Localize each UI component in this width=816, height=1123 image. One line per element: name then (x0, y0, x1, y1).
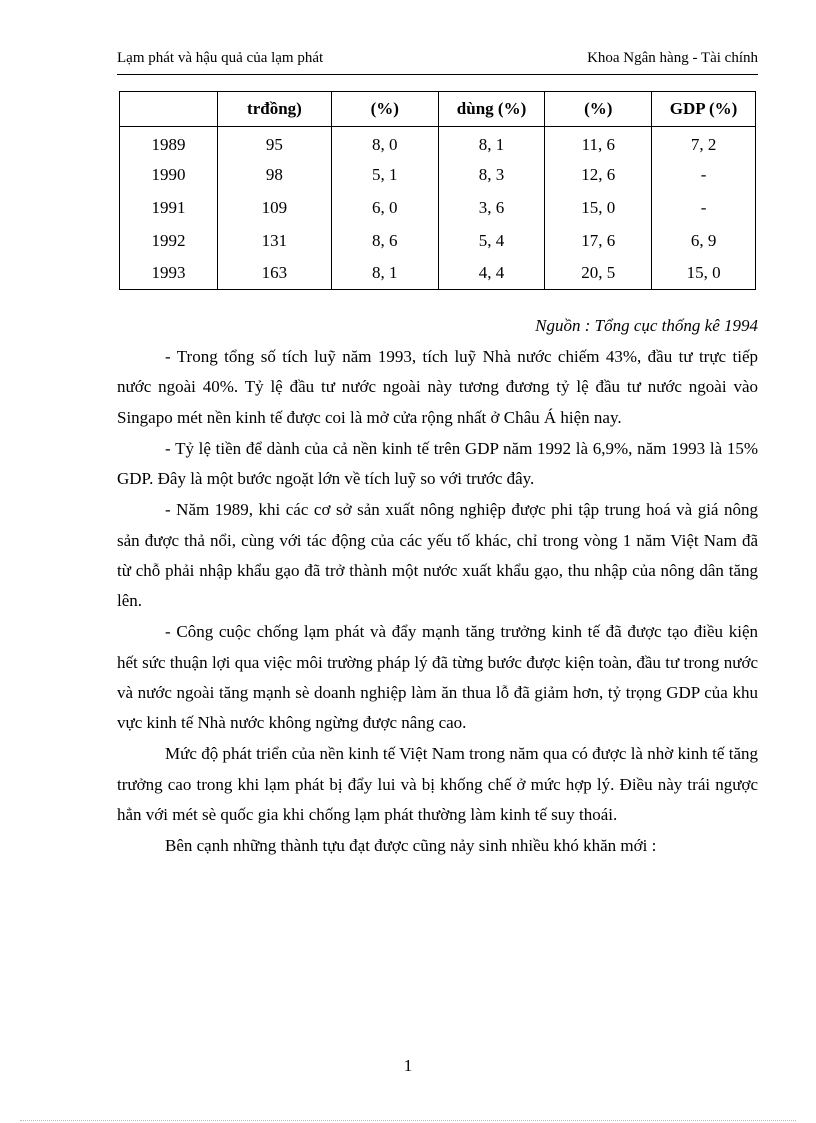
table-cell: 5, 1 (331, 159, 438, 192)
table-cell: 8, 1 (331, 257, 438, 290)
paragraph: - Năm 1989, khi các cơ sở sản xuất nông nghiệp được phi tập trung hoá và giá nông sản được thả nổi, cùng với tác động của các yếu tố khác, chỉ trong vòng 1 năm Việt Nam đã từ chỗ phải nhập khẩu gạo đã trở thành một nước xuất khẩu gạo, thu nhập của nông dân tăng lên. (117, 500, 758, 611)
column-header (120, 92, 218, 127)
table-cell: 15, 0 (545, 192, 652, 225)
table-cell: 5, 4 (438, 224, 545, 257)
table-source-note: Nguồn : Tổng cục thống kê 1994 (535, 316, 758, 335)
header-title-right: Khoa Ngân hàng - Tài chính (587, 50, 758, 66)
table-cell: 1990 (120, 159, 218, 192)
column-header: GDP (%) (652, 92, 756, 127)
table-cell: 1991 (120, 192, 218, 225)
table-cell: - (652, 192, 756, 225)
column-header: trđồng) (217, 92, 331, 127)
table-cell: 4, 4 (438, 257, 545, 290)
table-cell: 3, 6 (438, 192, 545, 225)
table-cell: 6, 9 (652, 224, 756, 257)
table-cell: 1993 (120, 257, 218, 290)
table-row (120, 224, 756, 257)
page-header (117, 48, 758, 75)
table-row (120, 159, 756, 192)
table-cell: 109 (217, 192, 331, 225)
table-cell: 7, 2 (652, 127, 756, 160)
paragraph: - Công cuộc chống lạm phát và đẩy mạnh tăng trưởng kinh tế đã được tạo điều kiện hết sức thuận lợi qua việc môi trường pháp lý đã từng bước được kiện toàn, đầu tư trong nước và nước ngoài tăng mạnh sè doanh nghiệp làm ăn thua lỗ đã giảm hơn, tỷ trọng GDP của khu vực kinh tế Nhà nước không ngừng được nâng cao. (117, 622, 758, 733)
table-row (120, 127, 756, 160)
table-cell: - (652, 159, 756, 192)
table-cell: 12, 6 (545, 159, 652, 192)
table-cell: 8, 6 (331, 224, 438, 257)
table-cell: 95 (217, 127, 331, 160)
column-header: (%) (331, 92, 438, 127)
table-cell: 6, 0 (331, 192, 438, 225)
header-title-left: Lạm phát và hậu quả của lạm phát (117, 50, 324, 66)
table-cell: 8, 1 (438, 127, 545, 160)
table-row (120, 192, 756, 225)
table-header-row (120, 92, 756, 127)
paragraph: Mức độ phát triển của nền kinh tế Việt Nam trong năm qua có được là nhờ kinh tế tăng trưởng cao trong khi lạm phát bị đẩy lui và bị khống chế ở mức hợp lý. Điều này trái ngược hẳn với mét sè quốc gia khi chống lạm phát thường làm kinh tế suy thoái. (117, 744, 758, 825)
table-cell: 1989 (120, 127, 218, 160)
page-number: 1 (403, 1056, 413, 1075)
column-header: dùng (%) (438, 92, 545, 127)
table-cell: 15, 0 (652, 257, 756, 290)
table-cell: 11, 6 (545, 127, 652, 160)
table-cell: 20, 5 (545, 257, 652, 290)
body-text (117, 342, 758, 862)
table-cell: 1992 (120, 224, 218, 257)
paragraph: Bên cạnh những thành tựu đạt được cũng nảy sinh nhiều khó khăn mới : (165, 836, 657, 856)
column-header: (%) (545, 92, 652, 127)
table-cell: 98 (217, 159, 331, 192)
table-cell: 163 (217, 257, 331, 290)
table-cell: 17, 6 (545, 224, 652, 257)
table-cell: 8, 0 (331, 127, 438, 160)
paragraph: - Trong tổng số tích luỹ năm 1993, tích luỹ Nhà nước chiếm 43%, đầu tư trực tiếp nước ngoài 40%. Tỷ lệ đầu tư nước ngoài này tương đương tỷ lệ đầu tư nước ngoài vào Singapo mét nền kinh tế được coi là mở cửa rộng nhất ở Châu Á hiện nay. (117, 347, 758, 427)
table-row (120, 257, 756, 290)
table-cell: 131 (217, 224, 331, 257)
table-cell: 8, 3 (438, 159, 545, 192)
page-bottom-divider (20, 1120, 796, 1121)
paragraph: - Tỷ lệ tiền để dành của cả nền kinh tế trên GDP năm 1992 là 6,9%, năm 1993 là 15% GDP. Đây là một bước ngoặt lớn về tích luỹ so với trước đây. (117, 438, 758, 489)
statistics-table (119, 91, 756, 290)
